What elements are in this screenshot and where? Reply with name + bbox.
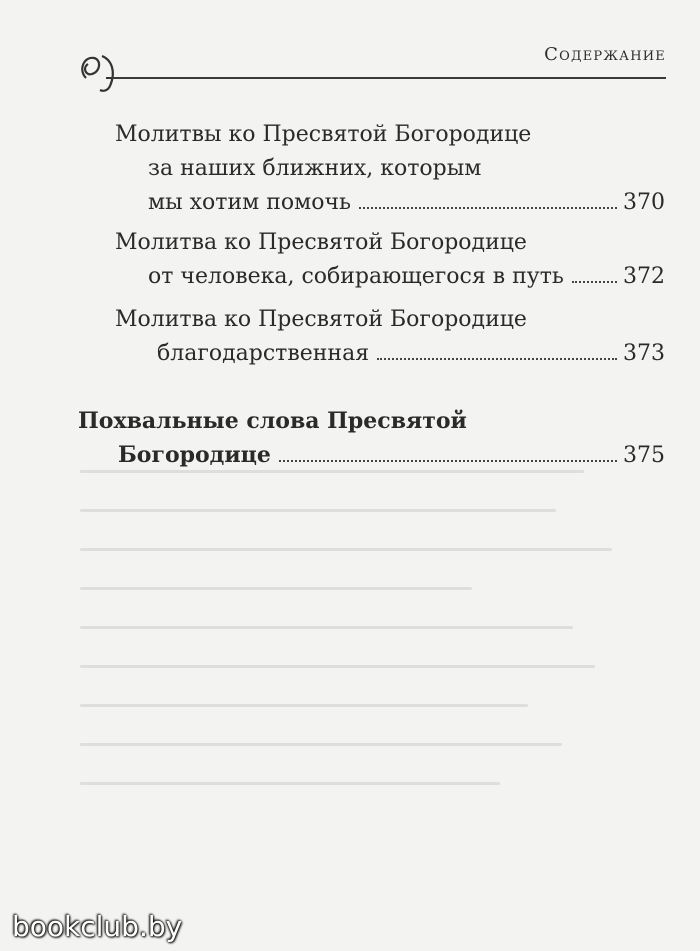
toc-entry-line: Молитва ко Пресвятой Богородице — [115, 307, 527, 332]
page-number: 373 — [623, 341, 665, 366]
header-title: Содержание — [544, 44, 666, 65]
toc-section-entry[interactable] — [78, 404, 665, 473]
toc-entry[interactable] — [115, 226, 665, 294]
toc-entry-line: мы хотим помочь — [148, 190, 351, 215]
toc-entry-line: Похвальные слова Пресвятой — [78, 408, 467, 434]
dot-leader — [572, 280, 617, 283]
watermark: bookclub.by — [12, 910, 183, 943]
header-rule — [112, 77, 666, 79]
toc-entry-line: от человека, собирающегося в путь — [148, 264, 564, 289]
toc-entry-line: Молитвы ко Пресвятой Богородице — [115, 122, 532, 147]
dot-leader — [359, 206, 617, 209]
ornament-icon — [76, 48, 128, 94]
page-number: 370 — [623, 190, 665, 215]
toc-entry-line: Богородице — [118, 442, 271, 468]
toc-entry-line: благодарственная — [157, 341, 370, 366]
dot-leader — [279, 459, 617, 462]
show-through-text — [80, 470, 640, 890]
toc-entry[interactable] — [115, 118, 665, 220]
page-number: 372 — [623, 264, 665, 289]
dot-leader — [377, 357, 617, 360]
page-number: 375 — [623, 443, 665, 468]
toc-entry-line: Молитва ко Пресвятой Богородице — [115, 230, 527, 255]
toc-entry-line: за наших ближних, которым — [148, 156, 482, 181]
toc-entry[interactable] — [115, 303, 665, 371]
